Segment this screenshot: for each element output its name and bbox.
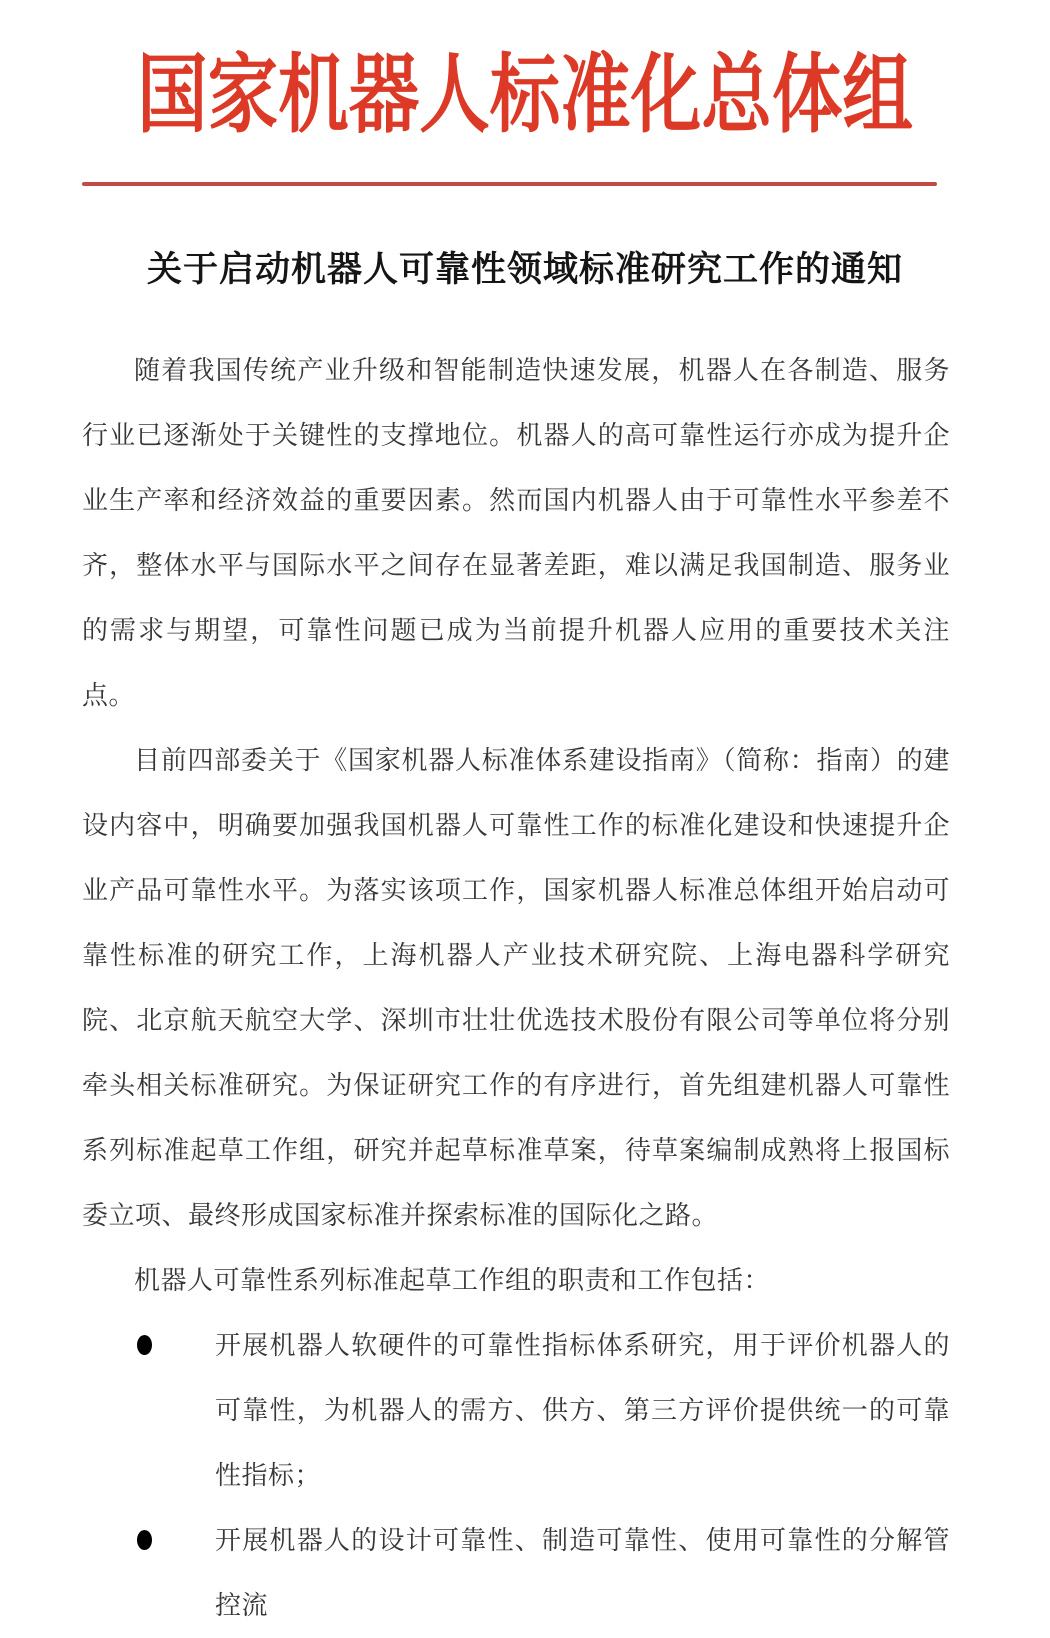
org-title-text: 国家机器人标准化总体组 <box>137 47 913 143</box>
document-title: 关于启动机器人可靠性领域标准研究工作的通知 <box>146 250 903 289</box>
bullet-item-2-text: 开展机器人的设计可靠性、制造可靠性、使用可靠性的分解管控流 <box>215 1525 950 1620</box>
page-header <box>0 0 1050 186</box>
bullet-item-2 <box>82 1508 950 1638</box>
paragraph-1: 随着我国传统产业升级和智能制造快速发展，机器人在各制造、服务行业已逐渐处于关键性的支撑地位。机器人的高可靠性运行亦成为提升企业生产率和经济效益的重要因素。然而国内机器人由于可靠性水平参差不齐，整体水平与国际水平之间存在显著差距，难以满足我国制造、服务业的需求与期望，可靠性问题已成为当前提升机器人应用的重要技术关注点。 <box>82 355 950 710</box>
org-title <box>0 0 1050 143</box>
document-body <box>82 338 950 1638</box>
paragraph-2: 目前四部委关于《国家机器人标准体系建设指南》（简称：指南）的建设内容中，明确要加强我国机器人可靠性工作的标准化建设和快速提升企业产品可靠性水平。为落实该项工作，国家机器人标准总体组开始启动可靠性标准的研究工作，上海机器人产业技术研究院、上海电器科学研究院、北京航天航空大学、深圳市壮壮优选技术股份有限公司等单位将分别牵头相关标准研究。为保证研究工作的有序进行，首先组建机器人可靠性系列标准起草工作组，研究并起草标准草案，待草案编制成熟将上报国标委立项、最终形成国家标准并探索标准的国际化之路。 <box>82 745 950 1230</box>
bullet-dot-icon <box>137 1530 152 1550</box>
document-main <box>0 248 1050 1638</box>
bullet-item-1 <box>82 1313 950 1508</box>
bullet-item-1-text: 开展机器人软硬件的可靠性指标体系研究，用于评价机器人的可靠性，为机器人的需方、供方、第三方评价提供统一的可靠性指标； <box>215 1330 950 1490</box>
paragraph-3: 机器人可靠性系列标准起草工作组的职责和工作包括： <box>134 1265 771 1295</box>
bullet-list <box>82 1313 950 1638</box>
bullet-dot-icon <box>137 1335 152 1355</box>
red-divider <box>82 182 937 186</box>
